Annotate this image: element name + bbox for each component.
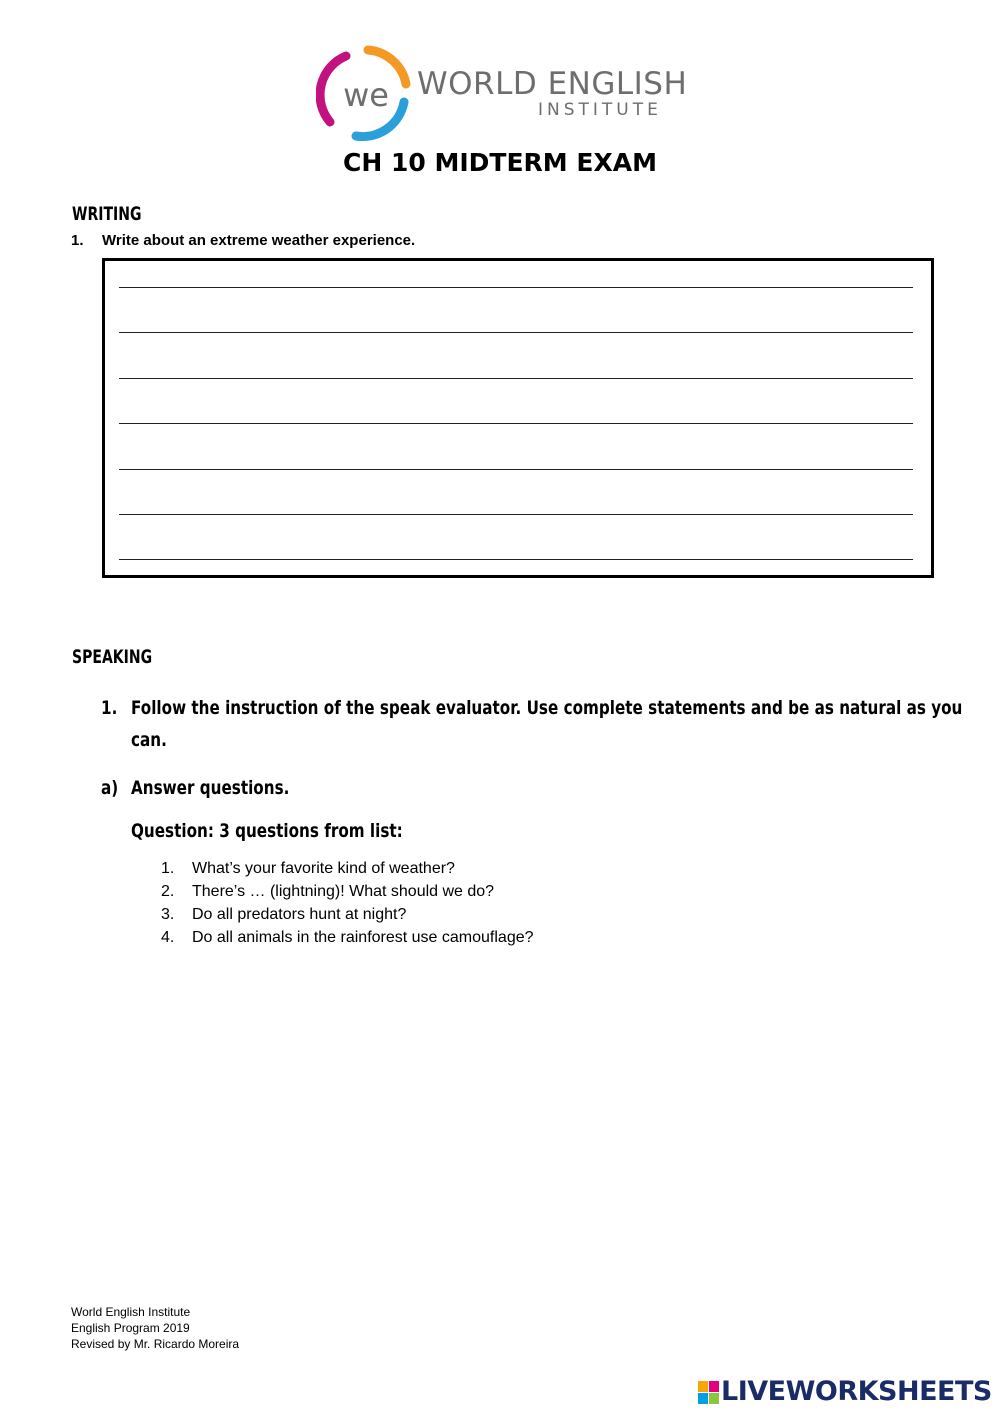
- liveworksheets-text: LIVEWORKSHEETS: [721, 1376, 992, 1407]
- writing-answer-box[interactable]: [102, 258, 934, 578]
- speaking-part-letter: a): [101, 777, 119, 799]
- footer-line2: English Program 2019: [71, 1321, 190, 1335]
- answer-line[interactable]: [119, 514, 913, 515]
- list-item-number: 3.: [161, 906, 175, 923]
- writing-question-number: 1.: [71, 232, 84, 249]
- liveworksheets-logo-icon: [697, 1377, 721, 1407]
- footer-line1: World English Institute: [71, 1305, 191, 1319]
- answer-line[interactable]: [119, 423, 913, 424]
- answer-line[interactable]: [119, 332, 913, 333]
- speaking-heading: SPEAKING: [72, 646, 153, 668]
- question-intro: Question: 3 questions from list:: [131, 820, 403, 842]
- speaking-instruction-line1: Follow the instruction of the speak evaluator. Use complete statements and be as natural as you: [131, 697, 963, 719]
- list-item: Do all predators hunt at night?: [192, 906, 407, 923]
- list-item: There’s … (lightning)! What should we do?: [192, 883, 495, 900]
- list-item-number: 4.: [161, 929, 175, 946]
- list-item: Do all animals in the rainforest use camouflage?: [192, 929, 534, 946]
- answer-line[interactable]: [119, 559, 913, 560]
- we-logo-icon: [316, 44, 416, 144]
- logo-line2: INSTITUTE: [538, 100, 662, 120]
- writing-heading: WRITING: [72, 203, 142, 225]
- list-item-number: 2.: [161, 883, 175, 900]
- list-item: What’s your favorite kind of weather?: [192, 860, 455, 877]
- list-item-number: 1.: [161, 860, 175, 877]
- speaking-part-label: Answer questions.: [131, 777, 290, 799]
- writing-question-text: Write about an extreme weather experience.: [102, 232, 416, 249]
- logo-mark: we: [343, 76, 389, 114]
- speaking-instruction-number: 1.: [101, 697, 118, 719]
- footer-line3: Revised by Mr. Ricardo Moreira: [71, 1337, 240, 1351]
- answer-line[interactable]: [119, 287, 913, 288]
- page-title: CH 10 MIDTERM EXAM: [343, 148, 657, 177]
- answer-line[interactable]: [119, 378, 913, 379]
- speaking-instruction-line2: can.: [131, 729, 167, 751]
- logo-line1: WORLD ENGLISH: [417, 66, 688, 102]
- answer-line[interactable]: [119, 469, 913, 470]
- footer: [71, 1304, 239, 1352]
